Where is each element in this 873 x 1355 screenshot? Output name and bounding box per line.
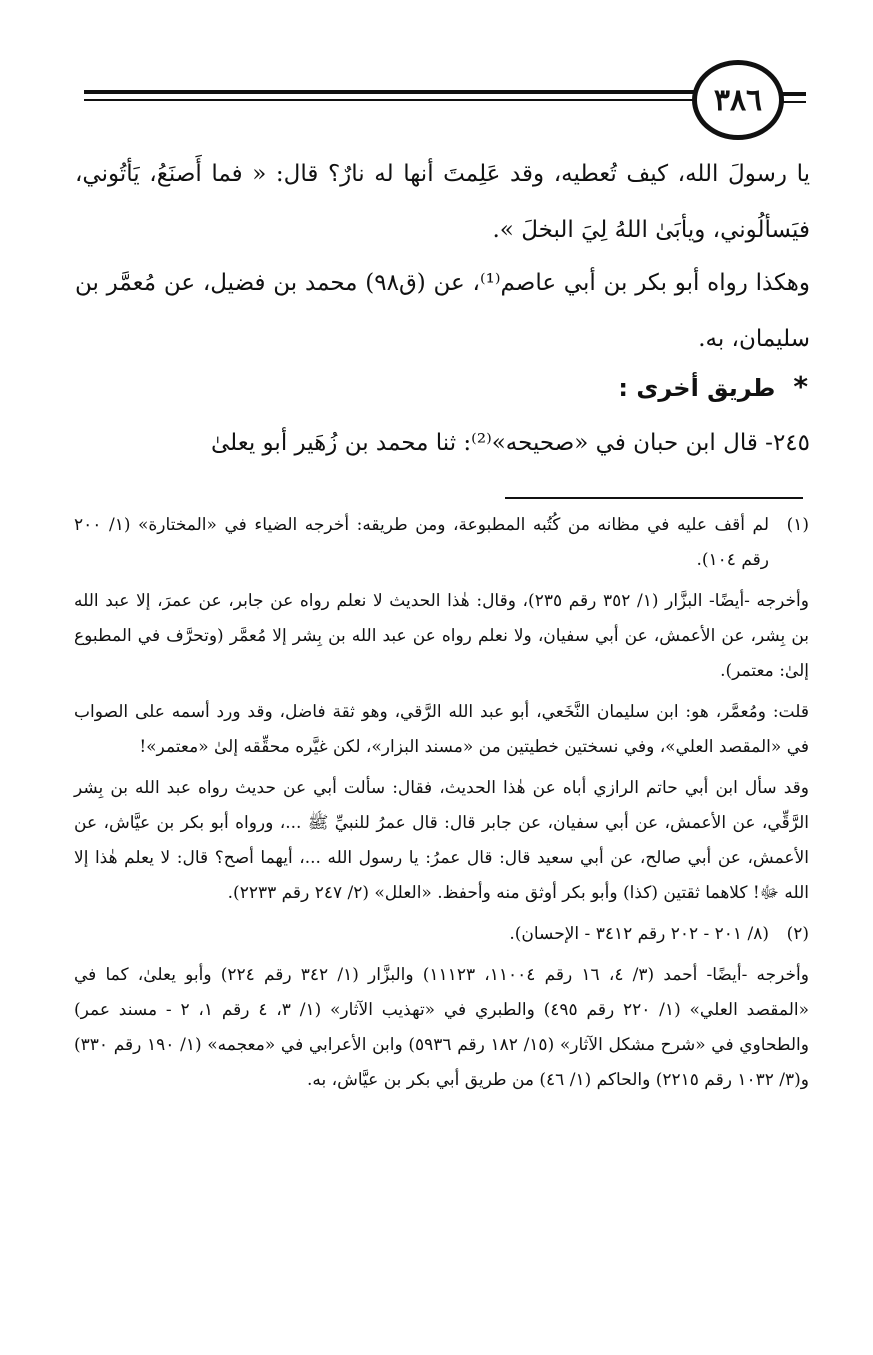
footnote-paragraph: لم أقف عليه في مظانه من كُتُبه المطبوعة، ومن طريقه: أخرجه الضياء في «المختارة» (١/ ٢٠٠ رقم ١٠٤). [74, 515, 769, 570]
footnote-number: (١) [786, 515, 809, 535]
section-heading [618, 370, 808, 403]
body-paragraph-2: وهكذا رواه أبو بكر بن أبي عاصم⁽¹⁾، عن (ق٩٨) محمد بن فضيل، عن مُعمَّر بن سليمان، به. [75, 270, 810, 352]
footnote-number: (٢) [786, 924, 809, 944]
footnote-paragraph: وقد سأل ابن أبي حاتم الرازي أباه عن هٰذا الحديث، فقال: سألت أبي عن حديث رواه عبد الله بن بِشر الرَّقِّي، عن الأعمش، عن أبي سفيان، عن جابر قال: قال عمرُ للنبيِّ ﷺ ...، ورواه أبو بكر بن عيَّاش، عن الأعمش، عن أبي صالح، عن أبي سعيد قال: قال عمرُ: يا رسول الله ...، أيهما أصح؟ قال: لا يعلم هٰذا إلا الله ﷻ! كلاهما ثقتين (كذا) وأبو بكر أوثق منه وأحفظ. «العلل» (٢/ ٢٤٧ رقم ٢٢٣٣). [74, 778, 809, 903]
footnote-paragraph: قلت: ومُعمَّر، هو: ابن سليمان النَّخَعي، أبو عبد الله الرَّقي، وهو ثقة فاضل، وقد ورد أسمه على الصواب في «المقصد العلي»، وفي نسختين خطيتين من «مسند البزار»، لكن غيَّره محقِّقه إلىٰ «معتمر»! [74, 702, 809, 757]
footnote-separator [505, 497, 803, 499]
footnotes [74, 508, 809, 1104]
page-number-badge: ٣٨٦ [692, 60, 784, 140]
body-paragraph-1: يا رسولَ الله، كيف تُعطيه، وقد عَلِمتَ أنها له نارٌ؟ قال: « فما أَصنَعُ، يَأتُوني، فيَسألُوني، ويأبَىٰ اللهُ لِيَ البخلَ ». [75, 161, 810, 243]
footnote-1 [74, 508, 809, 911]
footnote-paragraph: وأخرجه -أيضًا- البزَّار (١/ ٣٥٢ رقم ٢٣٥)، وقال: هٰذا الحديث لا نعلم رواه عن جابر، عن عمرَ، إلا عبد الله بن بِشر، عن الأعمش، عن أبي سفيان، ولا نعلم رواه عن عبد الله بن بِشر إلا مُعمَّر (وتحرَّف في المطبوع إلىٰ: معتمر). [74, 591, 809, 681]
footnote-paragraph: وأخرجه -أيضًا- أحمد (٣/ ٤، ١٦ رقم ١١٠٠٤، ١١١٢٣) والبزَّار (١/ ٣٤٢ رقم ٢٢٤) وأبو يعلىٰ، كما في «المقصد العلي» (١/ ٢٢٠ رقم ٤٩٥) والطبري في «تهذيب الآثار» (١/ ٣، ٤ رقم ١، ٢ - مسند عمر) والطحاوي في «شرح مشكل الآثار» (١٥/ ١٨٢ رقم ٥٩٣٦) وابن الأعرابي في «معجمه» (١/ ١٩٠ رقم ٣٣٠) و(٣/ ١٠٣٢ رقم ٢٢١٥) والحاكم (١/ ٤٦) من طريق أبي بكر بن عيَّاش، به. [74, 965, 810, 1090]
body-paragraph-3: ٢٤٥- قال ابن حبان في «صحيحه»⁽²⁾: ثنا محمد بن زُهَير أبو يعلىٰ [210, 430, 810, 456]
heading-text: طريق أخرى : [618, 374, 776, 402]
footnote-paragraph: (٨/ ٢٠١ - ٢٠٢ رقم ٣٤١٢ - الإحسان). [509, 924, 769, 944]
footnote-2 [74, 917, 809, 1098]
header-rule [84, 90, 694, 110]
heading-star: * [793, 370, 808, 403]
